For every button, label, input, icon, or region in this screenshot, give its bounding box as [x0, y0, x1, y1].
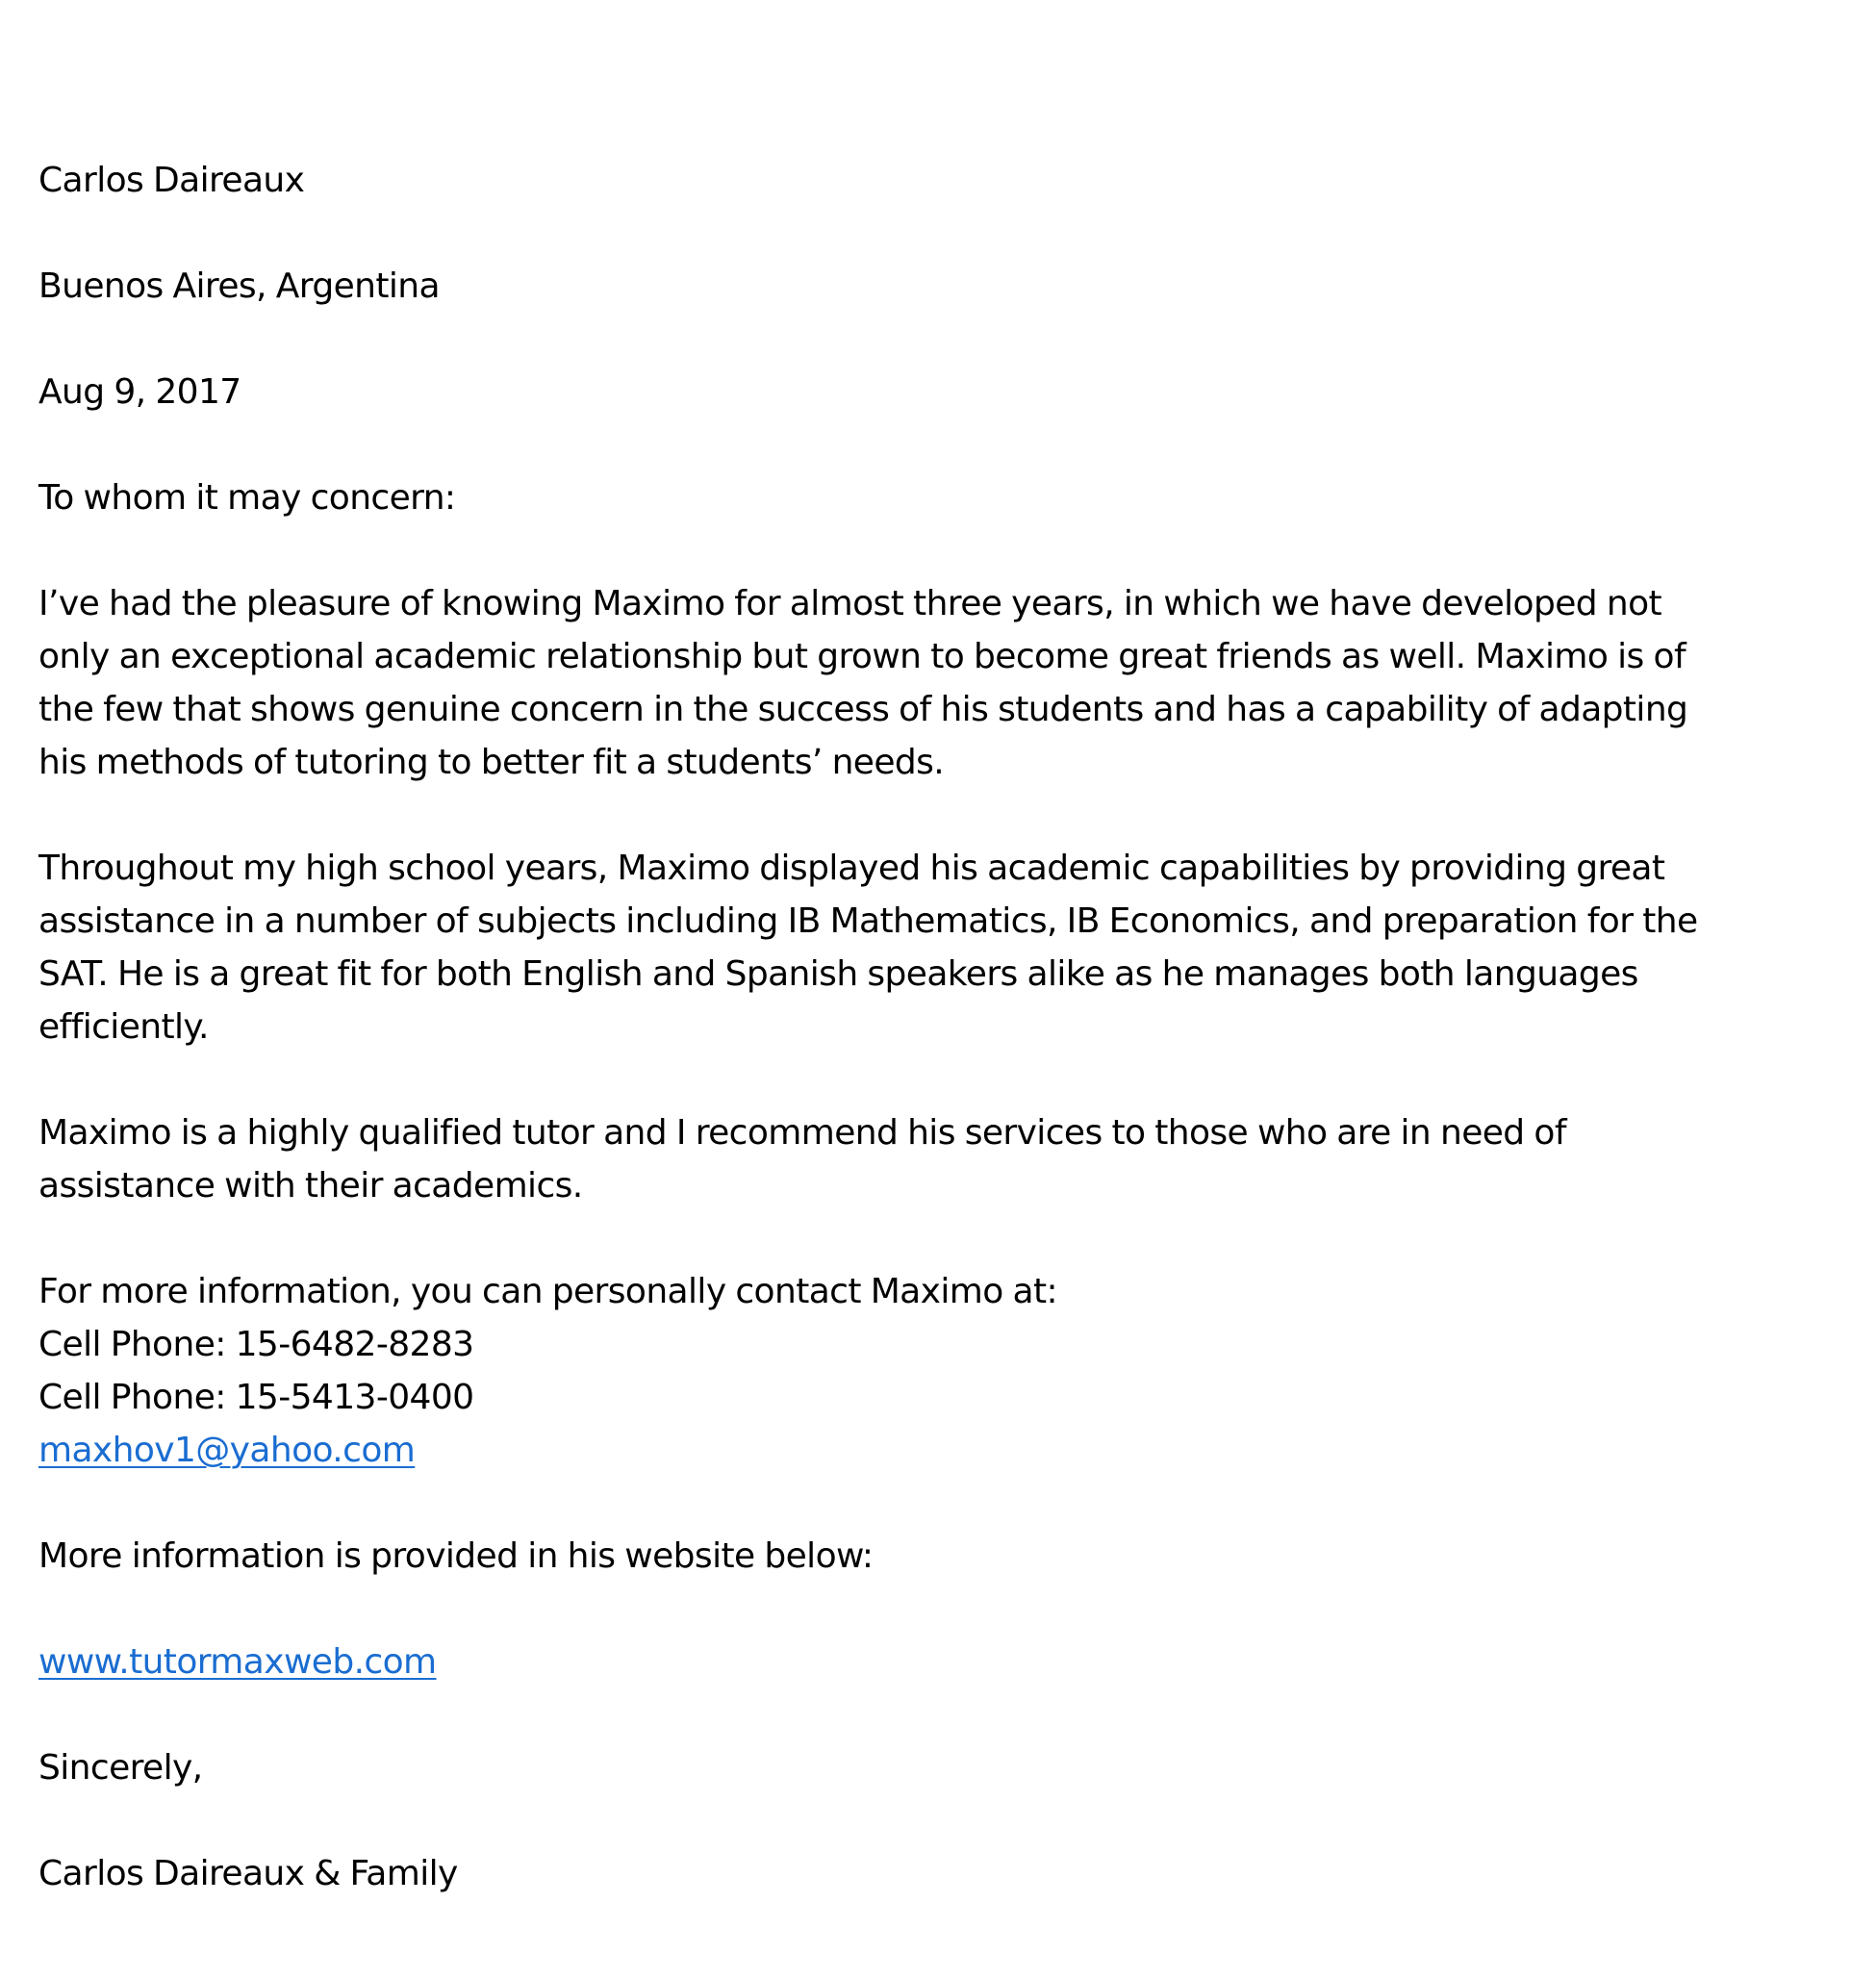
paragraph-line: the few that shows genuine concern in the success of his students and has a capability of adapting: [38, 690, 1688, 729]
paragraph-line: efficiently.: [38, 1007, 209, 1047]
sender-location: Buenos Aires, Argentina: [38, 266, 440, 306]
closing: Sincerely,: [38, 1748, 203, 1788]
salutation: To whom it may concern:: [38, 478, 456, 518]
contact-intro: For more information, you can personally contact Maximo at:: [38, 1272, 1057, 1311]
paragraph-line: Maximo is a highly qualified tutor and I recommend his services to those who are in need of: [38, 1113, 1566, 1153]
letter-body: [38, 154, 1847, 1953]
website-intro: More information is provided in his website below:: [38, 1536, 874, 1576]
paragraph-line: only an exceptional academic relationship but grown to become great friends as well. Maximo is of: [38, 637, 1686, 676]
paragraph-recommendation: [38, 1106, 1847, 1212]
email-link[interactable]: maxhov1@yahoo.com: [38, 1431, 416, 1470]
phone-number-1: Cell Phone: 15-6482-8283: [38, 1325, 474, 1364]
signature: Carlos Daireaux & Family: [38, 1854, 458, 1893]
sender-name: Carlos Daireaux: [38, 161, 305, 200]
paragraph-line: Throughout my high school years, Maximo displayed his academic capabilities by providing great: [38, 849, 1665, 888]
paragraph-line: I’ve had the pleasure of knowing Maximo for almost three years, in which we have developed not: [38, 584, 1662, 623]
paragraph-line: his methods of tutoring to better fit a students’ needs.: [38, 743, 945, 782]
website-line: [38, 1636, 1847, 1688]
contact-block: [38, 1265, 1847, 1477]
website-link[interactable]: www.tutormaxweb.com: [38, 1642, 437, 1682]
email-line: [38, 1424, 1847, 1477]
paragraph-introduction: [38, 577, 1847, 789]
paragraph-line: SAT. He is a great fit for both English and Spanish speakers alike as he manages both languages: [38, 954, 1638, 994]
paragraph-line: assistance with their academics.: [38, 1166, 583, 1205]
paragraph-line: assistance in a number of subjects including IB Mathematics, IB Economics, and preparation for the: [38, 901, 1698, 941]
phone-number-2: Cell Phone: 15-5413-0400: [38, 1378, 474, 1417]
paragraph-academic-capabilities: [38, 842, 1847, 1053]
letter-date: Aug 9, 2017: [38, 372, 241, 412]
